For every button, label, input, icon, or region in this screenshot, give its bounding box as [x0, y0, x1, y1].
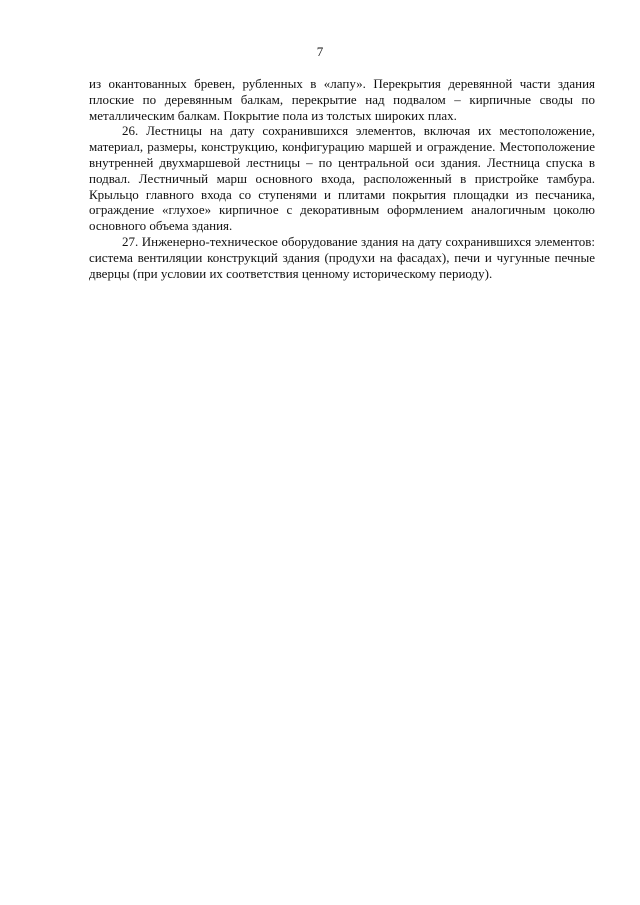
document-body: [89, 76, 595, 281]
page-number: 7: [316, 44, 324, 59]
paragraph-item-27-engineering-equipment: 27. Инженерно-техническое оборудование здания на дату сохранившихся элементов: система вентиляции конструкций здания (продухи на фасадах), печи и чугунные печные дверцы (при условии их соответствия ценному историческому периоду).: [89, 233, 595, 281]
paragraph-item-26-staircases: 26. Лестницы на дату сохранившихся элементов, включая их местоположение, материал, размеры, конструкцию, конфигурацию маршей и ограждение. Местоположение внутренней двухмаршевой лестницы – по центральной оси здания. Лестница спуска в подвал. Лестничный марш основного входа, расположенный в пристройке тамбура. Крыльцо главного входа со ступенями и плитами покрытия площадки из песчаника, ограждение «глухое» кирпичное с декоративным оформлением аналогичным цоколю основного объема здания.: [89, 123, 595, 234]
paragraph-continuation: из окантованных бревен, рубленных в «лапу». Перекрытия деревянной части здания плоские по деревянным балкам, перекрытие над подвалом – кирпичные своды по металлическим балкам. Покрытие пола из толстых широких плах.: [89, 76, 595, 123]
